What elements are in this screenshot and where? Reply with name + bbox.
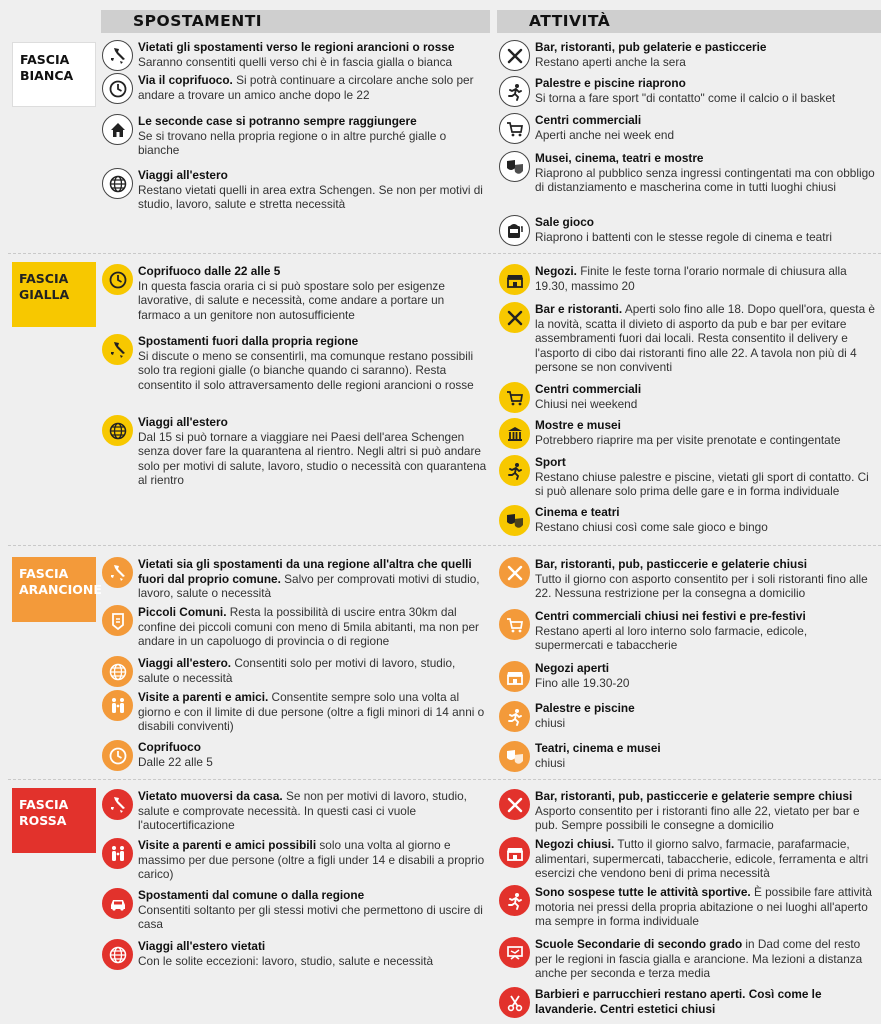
item-title: Le seconde case si potranno sempre raggiungere (138, 114, 417, 128)
spostamenti-item (102, 838, 487, 882)
attivita-item (499, 302, 876, 375)
attivita-item (499, 609, 876, 653)
attivita-item (499, 382, 876, 413)
item-title: Viaggi all'estero (138, 168, 228, 182)
item-title: Via il coprifuoco. (138, 73, 233, 87)
spostamenti-item (102, 656, 487, 687)
scissors-icon (499, 987, 530, 1018)
shop-icon (499, 661, 530, 692)
item-title: Mostre e musei (535, 418, 621, 432)
item-title: Negozi. (535, 264, 577, 278)
item-text (138, 168, 487, 212)
museum-icon (499, 418, 530, 449)
town-icon (102, 605, 133, 636)
italy-map-icon (102, 40, 133, 71)
item-description: È possibile fare attività motoria nei pressi della propria abitazione o nei luoghi all'aperto ma sempre in forma individuale (535, 885, 872, 929)
item-description: Se non per motivi di lavoro, studio, salute e comprovate necessità. In questi casi ci vuole l'autocertificazione (138, 789, 467, 833)
spostamenti-item (102, 73, 487, 104)
item-text (138, 690, 487, 734)
item-title: Viaggi all'estero (138, 415, 228, 429)
attivita-item (499, 76, 876, 107)
clock-icon (102, 73, 133, 104)
runner-icon (499, 455, 530, 486)
item-description: Tutto il giorno con asporto consentito per i soli ristoranti fino alle 22. Nessuna restrizione per la consegna a domicilio (535, 571, 868, 601)
fascia-arancione-badge: FASCIA ARANCIONE (12, 557, 96, 622)
fascia-rossa-badge: FASCIA ROSSA (12, 788, 96, 853)
item-description: Consentiti soltanto per gli stessi motivi che permettono di uscire di casa (138, 902, 483, 932)
item-text (535, 40, 766, 69)
attivita-item (499, 215, 876, 246)
item-text (138, 334, 487, 392)
item-title: Viaggi all'estero vietati (138, 939, 266, 953)
spostamenti-item (102, 888, 487, 932)
theatre-masks-icon (499, 505, 530, 536)
attivita-item (499, 741, 876, 772)
item-text (535, 937, 876, 981)
attivita-item (499, 789, 876, 833)
item-description: Se si trovano nella propria regione o in altre purché gialle o bianche (138, 128, 447, 158)
item-description: Dal 15 si può tornare a viaggiare nei Paesi dell'area Schengen senza dover fare la quarantena al rientro. Negli altri si può andare solo per motivi di salute, lavoro, studio o necessità con quarantena al rientro (138, 429, 487, 488)
item-description: Fino alle 19.30-20 (535, 675, 630, 690)
item-text (535, 382, 641, 411)
item-text (535, 264, 876, 293)
item-title: Centri commerciali (535, 113, 642, 127)
item-description: Tutto il giorno salvo, farmacie, parafarmacie, alimentari, supermercati, tabaccherie, edicole, ferramenta e altri esercizi che vendono beni di prima necessità (535, 837, 869, 881)
theatre-masks-icon (499, 741, 530, 772)
item-title: Bar, ristoranti, pub, pasticcerie e gelaterie chiusi (535, 557, 808, 571)
item-title: Viaggi all'estero. (138, 656, 232, 670)
item-description: chiusi (535, 755, 566, 770)
attivita-item (499, 937, 876, 981)
item-text (535, 76, 835, 105)
fascia-gialla-badge: FASCIA GIALLA (12, 262, 96, 327)
item-title: Coprifuoco (138, 740, 201, 754)
item-title: Scuole Secondarie di secondo grado (535, 937, 743, 951)
attivita-item (499, 661, 876, 692)
item-title: Visite a parenti e amici. (138, 690, 269, 704)
item-title: Barbieri e parrucchieri restano aperti. Così come le lavanderie. Centri estetici chiusi (535, 987, 822, 1016)
item-text (535, 455, 876, 499)
item-title: Teatri, cinema e musei (535, 741, 661, 755)
school-icon (499, 937, 530, 968)
item-description: Restano chiusi così come sale gioco e bingo (535, 519, 768, 534)
item-text (535, 557, 876, 601)
item-text (535, 837, 876, 881)
attivita-item (499, 701, 876, 732)
item-title: Sport (535, 455, 566, 469)
spostamenti-item (102, 939, 487, 970)
item-text (535, 302, 876, 375)
attivita-item (499, 505, 876, 536)
item-text (138, 264, 487, 322)
spostamenti-item (102, 40, 487, 71)
item-description: Finite le feste torna l'orario normale di chiusura alla 19.30, massimo 20 (535, 264, 847, 293)
attivita-item (499, 885, 876, 929)
spostamenti-item (102, 114, 487, 158)
item-title: Centri commerciali chiusi nei festivi e pre-festivi (535, 609, 806, 623)
item-description: Con le solite eccezioni: lavoro, studio, salute e necessità (138, 953, 434, 968)
attivita-item (499, 987, 876, 1018)
item-description: Saranno consentiti quelli verso chi è in fascia gialla o bianca (138, 54, 453, 69)
spostamenti-item (102, 264, 487, 322)
spostamenti-item (102, 605, 487, 649)
item-description: Consentite sempre solo una volta al giorno e con il limite di due persone (oltre a figli minori di 14 anni o disabili conviventi) (138, 690, 485, 734)
item-description: Si discute o meno se consentirli, ma comunque restano possibili solo tra regioni gialle (o bianche quando ci saranno). Resta consentito il solo attraversamento delle regioni arancioni o rosse (138, 348, 474, 392)
item-description: chiusi (535, 715, 566, 730)
spostamenti-item (102, 168, 487, 212)
cutlery-icon (499, 302, 530, 333)
item-title: Palestre e piscine (535, 701, 635, 715)
item-title: Centri commerciali (535, 382, 642, 396)
spostamenti-item (102, 690, 487, 734)
italy-map-icon (102, 334, 133, 365)
item-text (535, 609, 876, 653)
item-title: Vietato muoversi da casa. (138, 789, 283, 803)
item-text (138, 114, 487, 158)
item-title: Spostamenti dal comune o dalla regione (138, 888, 365, 902)
item-description: Restano vietati quelli in area extra Schengen. Se non per motivi di studio, lavoro, salute e stretta necessità (138, 182, 483, 212)
separator (8, 779, 881, 780)
item-description: In questa fascia oraria ci si può spostare solo per esigenze lavorative, di salute e necessità, come andare a portare un farmaco a un genitore non autosufficiente (138, 278, 445, 322)
item-text (138, 557, 487, 601)
globe-icon (102, 168, 133, 199)
item-description: solo una volta al giorno e massimo per due persone (oltre a figli under 14 e disabili a proprio carico) (138, 838, 485, 882)
item-text (138, 605, 487, 649)
item-text (535, 885, 876, 929)
item-description: Aperti anche nei week end (535, 127, 675, 142)
item-title: Cinema e teatri (535, 505, 620, 519)
runner-icon (499, 76, 530, 107)
slot-machine-icon (499, 215, 530, 246)
cutlery-icon (499, 789, 530, 820)
italy-map-icon (102, 789, 133, 820)
shop-icon (499, 837, 530, 868)
cutlery-icon (499, 557, 530, 588)
globe-icon (102, 656, 133, 687)
item-description: in Dad come del resto per le regioni in fascia gialla e arancione. Ma lezioni a distanza anche per seconda e terza media (535, 937, 863, 981)
globe-icon (102, 415, 133, 446)
item-title: Sono sospese tutte le attività sportive. (535, 885, 751, 899)
shop-icon (499, 264, 530, 295)
clock-icon (102, 264, 133, 295)
item-text (138, 656, 487, 685)
car-icon (102, 888, 133, 919)
item-text (535, 113, 674, 142)
item-title: Palestre e piscine riaprono (535, 76, 686, 90)
item-description: Si potrà continuare a circolare anche solo per andare a trovare un amico anche dopo le 22 (138, 73, 474, 102)
fascia-bianca-badge: FASCIA BIANCA (12, 42, 96, 107)
attivita-item (499, 837, 876, 881)
item-text (535, 418, 841, 447)
attivita-item (499, 151, 876, 195)
item-title: Negozi aperti (535, 661, 610, 675)
attivita-item (499, 418, 876, 449)
item-description: Restano aperti anche la sera (535, 54, 686, 69)
item-text (535, 505, 768, 534)
item-description: Riaprono al pubblico senza ingressi contingentati ma con obbligo di distanziamento e mascherina come in tutti luoghi chiusi (535, 165, 875, 195)
item-description: Dalle 22 alle 5 (138, 754, 213, 769)
item-title: Negozi chiusi. (535, 837, 615, 851)
item-title: Coprifuoco dalle 22 alle 5 (138, 264, 281, 278)
item-title: Piccoli Comuni. (138, 605, 227, 619)
spostamenti-item (102, 415, 487, 488)
item-text (535, 701, 635, 730)
attivita-item (499, 557, 876, 601)
item-title: Visite a parenti e amici possibili (138, 838, 317, 852)
item-title: Bar, ristoranti, pub gelaterie e pasticcerie (535, 40, 767, 54)
item-title: Vietati sia gli spostamenti da una regione all'altra che quelli fuori dal proprio comune. (138, 557, 472, 586)
attivita-item (499, 40, 876, 71)
item-text (535, 661, 629, 690)
spostamenti-item (102, 789, 487, 833)
attivita-item (499, 113, 876, 144)
runner-icon (499, 885, 530, 916)
spostamenti-header: SPOSTAMENTI (101, 10, 490, 33)
family-icon (102, 838, 133, 869)
item-text (535, 215, 832, 244)
item-title: Bar, ristoranti, pub, pasticcerie e gelaterie sempre chiusi (535, 789, 853, 803)
item-text (138, 415, 487, 488)
cutlery-icon (499, 40, 530, 71)
spostamenti-item (102, 334, 487, 392)
runner-icon (499, 701, 530, 732)
attivita-header: ATTIVITÀ (497, 10, 881, 33)
item-description: Potrebbero riaprire ma per visite prenotate e contingentate (535, 432, 841, 447)
item-text (138, 73, 487, 102)
item-text (138, 888, 487, 932)
item-title: Sale gioco (535, 215, 595, 229)
cart-icon (499, 382, 530, 413)
separator (8, 545, 881, 546)
item-description: Riaprono i battenti con le stesse regole di cinema e teatri (535, 229, 833, 244)
item-title: Spostamenti fuori dalla propria regione (138, 334, 359, 348)
item-text (535, 151, 876, 195)
cart-icon (499, 609, 530, 640)
item-text (138, 740, 213, 769)
spostamenti-item (102, 557, 487, 601)
item-description: Si torna a fare sport "di contatto" come il calcio o il basket (535, 90, 836, 105)
item-text (138, 939, 433, 968)
item-title: Musei, cinema, teatri e mostre (535, 151, 704, 165)
theatre-masks-icon (499, 151, 530, 182)
separator (8, 253, 881, 254)
family-icon (102, 690, 133, 721)
house-icon (102, 114, 133, 145)
item-text (535, 987, 876, 1016)
item-title: Vietati gli spostamenti verso le regioni arancioni o rosse (138, 40, 455, 54)
item-description: Consentiti solo per motivi di lavoro, studio, salute o necessità (138, 656, 456, 685)
clock-icon (102, 740, 133, 771)
item-text (535, 789, 876, 833)
item-description: Restano aperti al loro interno solo farmacie, edicole, supermercati e tabaccherie (535, 623, 808, 653)
spostamenti-item (102, 740, 487, 771)
item-description: Chiusi nei weekend (535, 396, 638, 411)
item-text (138, 838, 487, 882)
item-description: Salvo per comprovati motivi di studio, lavoro, salute o necessità (138, 571, 480, 601)
item-description: Restano chiuse palestre e piscine, vietati gli sport di contatto. Ci si può allenare solo prima delle gare e in forma individuale (535, 469, 869, 499)
item-description: Resta la possibilità di uscire entra 30km dal confine dei piccoli comuni con meno di 5mila abitanti, ma non per andare in un capoluogo di provincia o di regione (138, 605, 479, 649)
item-description: Asporto consentito per i ristoranti fino alle 22, vietato per bar e pub. Sempre possibili le consegne a domicilio (535, 803, 860, 833)
italy-map-icon (102, 557, 133, 588)
item-text (138, 789, 487, 833)
attivita-item (499, 455, 876, 499)
item-text (535, 741, 661, 770)
attivita-item (499, 264, 876, 295)
item-description: Aperti solo fino alle 18. Dopo quell'ora, questa è la novità, scatta il divieto di asporto da pub e bar per evitare assembramenti fuori dai locali. Resta consentito il delivery e l'asporto di cibo dai ristoranti fino alle 22. A tavola non più di 4 persone se non conviventi (535, 302, 875, 375)
globe-icon (102, 939, 133, 970)
item-text (138, 40, 454, 69)
cart-icon (499, 113, 530, 144)
item-title: Bar e ristoranti. (535, 302, 623, 316)
